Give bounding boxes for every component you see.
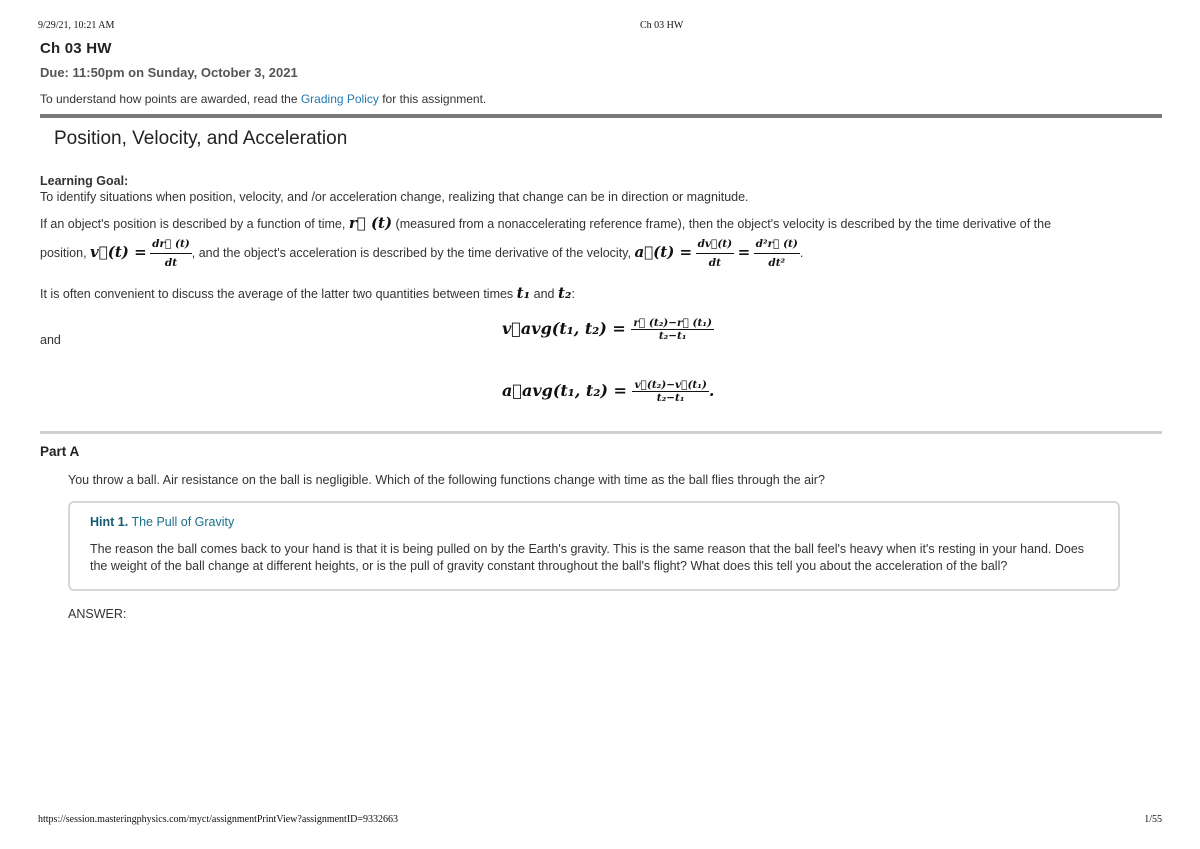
print-title: Ch 03 HW <box>640 20 684 31</box>
aavg-denominator: t₂−t₁ <box>656 392 685 404</box>
def-text-3: position, <box>40 245 91 260</box>
avg-text-3: : <box>571 287 575 301</box>
part-a-heading: Part A <box>40 444 80 459</box>
aavg-period: . <box>708 381 715 400</box>
print-url: https://session.masteringphysics.com/myct/assignmentPrintView?assignmentID=9332663 <box>38 814 399 825</box>
answer-label: ANSWER: <box>68 607 127 621</box>
assignment-title: Ch 03 HW <box>40 40 112 57</box>
hint-text: The reason the ball comes back to your hand is that it is being pulled on by the Earth's gravity. This is the same reason that the ball feel's heavy when it's resting in your hand. Does the weight of the ball change at different heights, or is the pull of gravity constant throughout the ball's flight? What does this tell you about the acceleration of the ball? <box>90 542 1085 573</box>
learning-goal-heading: Learning Goal: <box>40 174 129 188</box>
hint-title[interactable] <box>90 515 1098 529</box>
average-velocity-formula <box>502 317 714 342</box>
section-title: Position, Velocity, and Acceleration <box>54 128 348 149</box>
def-text-4: , and the object's acceleration is described by the time derivative of the velocity, <box>191 245 635 260</box>
second-derivative-fraction <box>754 235 800 272</box>
aavg-fraction <box>632 379 708 404</box>
grading-note <box>40 92 1162 106</box>
def-text-2: (measured from a nonaccelerating reference frame), then the object's velocity is described by the time derivative of the <box>392 217 1052 231</box>
due-date: Due: 11:50pm on Sunday, October 3, 2021 <box>40 65 298 80</box>
acceleration-fraction <box>696 235 735 272</box>
print-datetime: 9/29/21, 10:21 AM <box>38 20 115 31</box>
velocity-numerator: dr⃗ (t) <box>150 235 192 254</box>
velocity-denominator: dt <box>164 257 178 269</box>
average-velocity-equation <box>40 309 1162 359</box>
and-label: and <box>40 333 61 347</box>
vavg-lhs: v⃗avg(t₁, t₂) = <box>502 319 626 338</box>
position-function: r⃗ (t) <box>348 214 393 232</box>
grading-suffix: for this assignment. <box>378 92 487 106</box>
vavg-numerator: r⃗ (t₂)−r⃗ (t₁) <box>633 317 712 329</box>
avg-text-2: and <box>530 287 558 301</box>
velocity-fraction <box>150 235 192 272</box>
assignment-content <box>40 38 1162 621</box>
second-derivative-numerator: d²r⃗ (t) <box>754 235 800 254</box>
aavg-lhs: a⃗avg(t₁, t₂) = <box>502 381 627 400</box>
velocity-lhs: v⃗(t) = <box>90 242 147 261</box>
hint-title-text: The Pull of Gravity <box>128 515 235 529</box>
time-t2: t₂ <box>557 284 572 302</box>
average-paragraph <box>40 284 1162 303</box>
part-divider <box>40 431 1162 434</box>
average-acceleration-equation <box>40 371 1162 421</box>
second-derivative-denominator: dt² <box>768 257 786 269</box>
hint-number: Hint 1. <box>90 515 129 529</box>
grading-policy-link[interactable]: Grading Policy <box>300 92 379 106</box>
grading-prefix: To understand how points are awarded, read the <box>40 92 301 106</box>
part-a-question: You throw a ball. Air resistance on the ball is negligible. Which of the following functions change with time as the ball flies through the air? <box>68 473 825 487</box>
aavg-numerator: v⃗(t₂)−v⃗(t₁) <box>634 379 707 391</box>
acceleration-lhs: a⃗(t) = <box>634 242 693 261</box>
section-divider <box>40 114 1162 118</box>
vavg-fraction <box>631 317 714 342</box>
equals-sign: = <box>737 242 751 261</box>
def-text-5: . <box>799 245 804 260</box>
definition-line-2 <box>40 235 1162 272</box>
acceleration-numerator: dv⃗(t) <box>696 235 735 254</box>
hint-box <box>68 501 1120 591</box>
learning-goal-text: To identify situations when position, velocity, and /or acceleration change, realizing that change can be in direction or magnitude. <box>40 190 749 204</box>
average-acceleration-formula <box>502 379 714 404</box>
definition-paragraph <box>40 214 1162 272</box>
avg-text-1: It is often convenient to discuss the average of the latter two quantities between times <box>40 287 517 301</box>
def-text-1: If an object's position is described by a function of time, <box>40 217 349 231</box>
acceleration-denominator: dt <box>708 257 721 269</box>
print-page-number: 1/55 <box>1144 814 1162 825</box>
vavg-denominator: t₂−t₁ <box>658 330 687 342</box>
time-t1: t₁ <box>516 284 531 302</box>
